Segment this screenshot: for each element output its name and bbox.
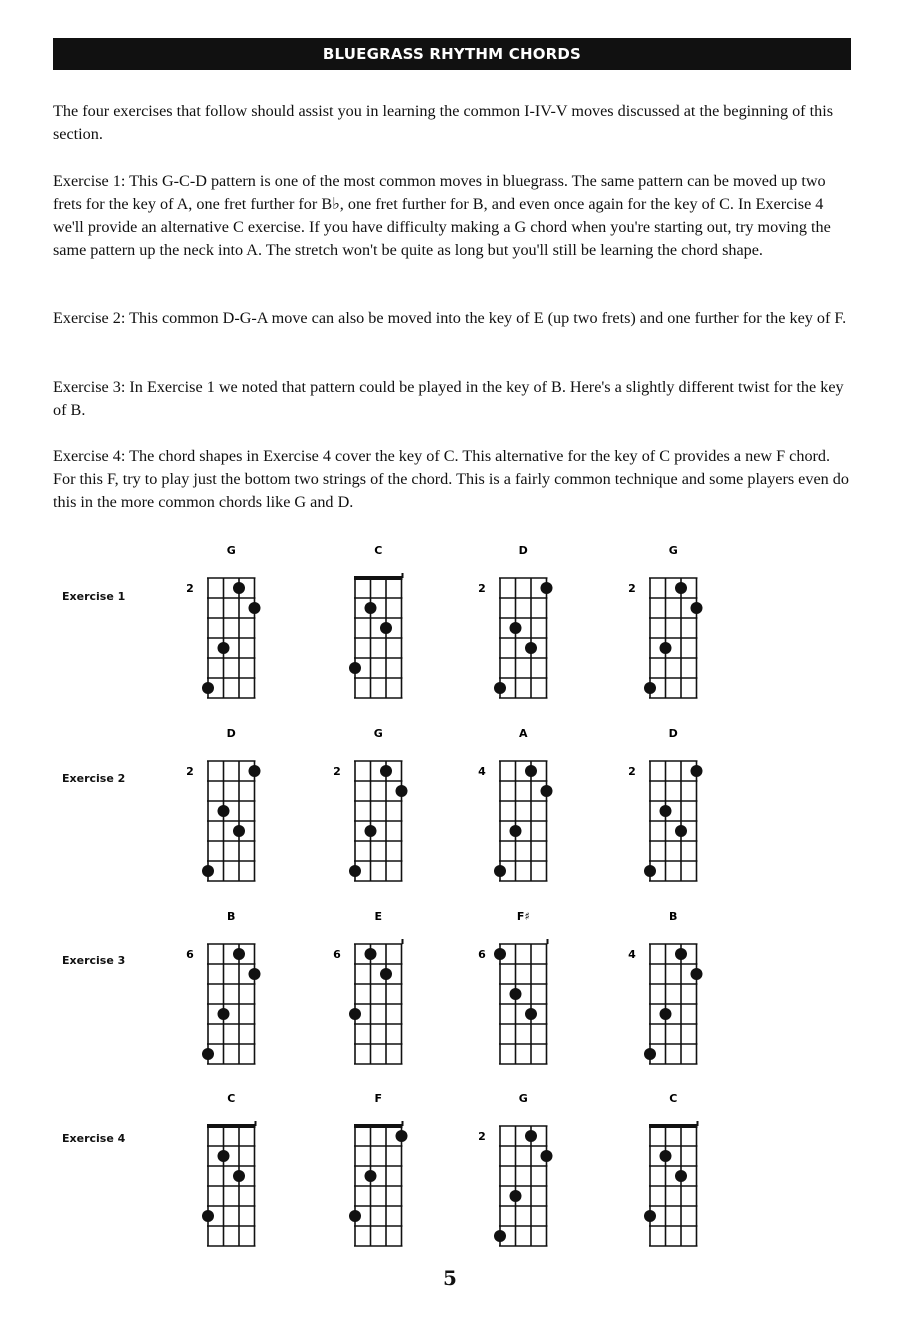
chord-name: A: [518, 727, 528, 740]
finger-dot: [396, 1130, 408, 1142]
chord-diagram: [625, 725, 725, 897]
finger-dot: [380, 765, 392, 777]
chord-diagram: [183, 542, 283, 714]
exercise-1-description: Exercise 1: This G-C-D pattern is one of the most common moves in bluegrass. The same pattern can be moved up two frets for the key of A, one fret further for B♭, one fret further for B, and even once again for the key of C. In Exercise 4 we'll provide an alternative C exercise. If you have difficulty making a G chord when you're starting out, try moving the same pattern up the neck into A. The stretch won't be quite as long but you'll still be learning the chord shape.: [53, 172, 831, 259]
chord-diagram: [475, 1090, 575, 1262]
chord-diagram: [475, 542, 575, 714]
finger-dot: [494, 948, 506, 960]
finger-dot: [349, 1210, 361, 1222]
finger-dot: [233, 1170, 245, 1182]
finger-dot: [218, 805, 230, 817]
fret-number: 4: [478, 765, 486, 778]
exercise-1-label: Exercise 1: [62, 590, 126, 603]
finger-dot: [675, 948, 687, 960]
exercise-4-label: Exercise 4: [62, 1132, 126, 1145]
finger-dot: [660, 1150, 672, 1162]
finger-dot: [349, 662, 361, 674]
finger-dot: [691, 602, 703, 614]
finger-dot: [365, 825, 377, 837]
finger-dot: [249, 968, 261, 980]
chord-name: G: [668, 544, 678, 557]
chord-name: F♯: [516, 910, 530, 923]
finger-dot: [541, 785, 553, 797]
page-number: 5: [443, 1266, 457, 1290]
finger-dot: [675, 582, 687, 594]
fret-number: 2: [186, 765, 194, 778]
chord-name: D: [668, 727, 678, 740]
chord-name: E: [374, 910, 383, 923]
finger-dot: [525, 642, 537, 654]
fret-number: 2: [478, 582, 486, 595]
finger-dot: [233, 825, 245, 837]
chord-diagram: [475, 725, 575, 897]
finger-dot: [644, 865, 656, 877]
fret-number: 6: [333, 948, 341, 961]
finger-dot: [349, 865, 361, 877]
finger-dot: [218, 1150, 230, 1162]
finger-dot: [380, 622, 392, 634]
chord-name: D: [518, 544, 528, 557]
exercise-3-label: Exercise 3: [62, 954, 126, 967]
finger-dot: [202, 1048, 214, 1060]
finger-dot: [525, 765, 537, 777]
finger-dot: [510, 988, 522, 1000]
chord-diagram: [183, 725, 283, 897]
finger-dot: [218, 1008, 230, 1020]
chord-name: D: [226, 727, 236, 740]
finger-dot: [202, 1210, 214, 1222]
chord-name: G: [373, 727, 383, 740]
finger-dot: [541, 582, 553, 594]
exercise-2-label: Exercise 2: [62, 772, 126, 785]
chord-diagram: [625, 1090, 725, 1262]
chord-name: G: [226, 544, 236, 557]
finger-dot: [660, 1008, 672, 1020]
fret-number: 2: [628, 765, 636, 778]
chord-diagram: [183, 1090, 283, 1262]
chord-diagram: [330, 1090, 430, 1262]
finger-dot: [365, 602, 377, 614]
chord-diagram: [625, 908, 725, 1080]
finger-dot: [202, 682, 214, 694]
fret-number: 2: [628, 582, 636, 595]
chord-name: C: [227, 1092, 236, 1105]
chord-diagram: [330, 725, 430, 897]
finger-dot: [233, 948, 245, 960]
finger-dot: [691, 968, 703, 980]
finger-dot: [675, 1170, 687, 1182]
chord-diagram: [330, 542, 430, 714]
finger-dot: [494, 682, 506, 694]
finger-dot: [510, 1190, 522, 1202]
finger-dot: [233, 582, 245, 594]
chord-diagram: [625, 542, 725, 714]
chord-name: C: [669, 1092, 678, 1105]
finger-dot: [510, 825, 522, 837]
exercise-3-description: Exercise 3: In Exercise 1 we noted that pattern could be played in the key of B. Here's a slightly different twist for the key of B.: [53, 378, 844, 419]
finger-dot: [660, 805, 672, 817]
chord-name: G: [518, 1092, 528, 1105]
finger-dot: [365, 948, 377, 960]
chord-diagram: [183, 908, 283, 1080]
fret-number: 4: [628, 948, 636, 961]
finger-dot: [541, 1150, 553, 1162]
intro-paragraph: The four exercises that follow should assist you in learning the common I-IV-V moves discussed at the beginning of this section.: [53, 102, 834, 143]
finger-dot: [525, 1130, 537, 1142]
fret-number: 2: [186, 582, 194, 595]
finger-dot: [675, 825, 687, 837]
finger-dot: [365, 1170, 377, 1182]
finger-dot: [691, 765, 703, 777]
exercise-4-description: Exercise 4: The chord shapes in Exercise 4 cover the key of C. This alternative for the key of C provides a new F chord. For this F, try to play just the bottom two strings of the chord. This is a fairly common technique and some players even do this in the more common chords like G and D.: [53, 447, 849, 511]
finger-dot: [660, 642, 672, 654]
finger-dot: [380, 968, 392, 980]
finger-dot: [494, 865, 506, 877]
finger-dot: [249, 765, 261, 777]
fret-number: 6: [478, 948, 486, 961]
finger-dot: [202, 865, 214, 877]
finger-dot: [644, 1048, 656, 1060]
section-title: BLUEGRASS RHYTHM CHORDS: [322, 45, 582, 63]
chord-name: B: [227, 910, 236, 923]
chord-diagram: [475, 908, 575, 1080]
fret-number: 2: [478, 1130, 486, 1143]
chord-diagram: [330, 908, 430, 1080]
chord-name: C: [374, 544, 383, 557]
finger-dot: [218, 642, 230, 654]
exercise-2-description: Exercise 2: This common D-G-A move can also be moved into the key of E (up two frets) and one further for the key of F.: [53, 309, 847, 327]
finger-dot: [525, 1008, 537, 1020]
finger-dot: [510, 622, 522, 634]
finger-dot: [349, 1008, 361, 1020]
finger-dot: [249, 602, 261, 614]
finger-dot: [644, 1210, 656, 1222]
fret-number: 2: [333, 765, 341, 778]
fret-number: 6: [186, 948, 194, 961]
finger-dot: [644, 682, 656, 694]
chord-name: B: [669, 910, 678, 923]
chord-name: F: [374, 1092, 383, 1105]
finger-dot: [396, 785, 408, 797]
finger-dot: [494, 1230, 506, 1242]
section-title-banner: [53, 38, 851, 70]
